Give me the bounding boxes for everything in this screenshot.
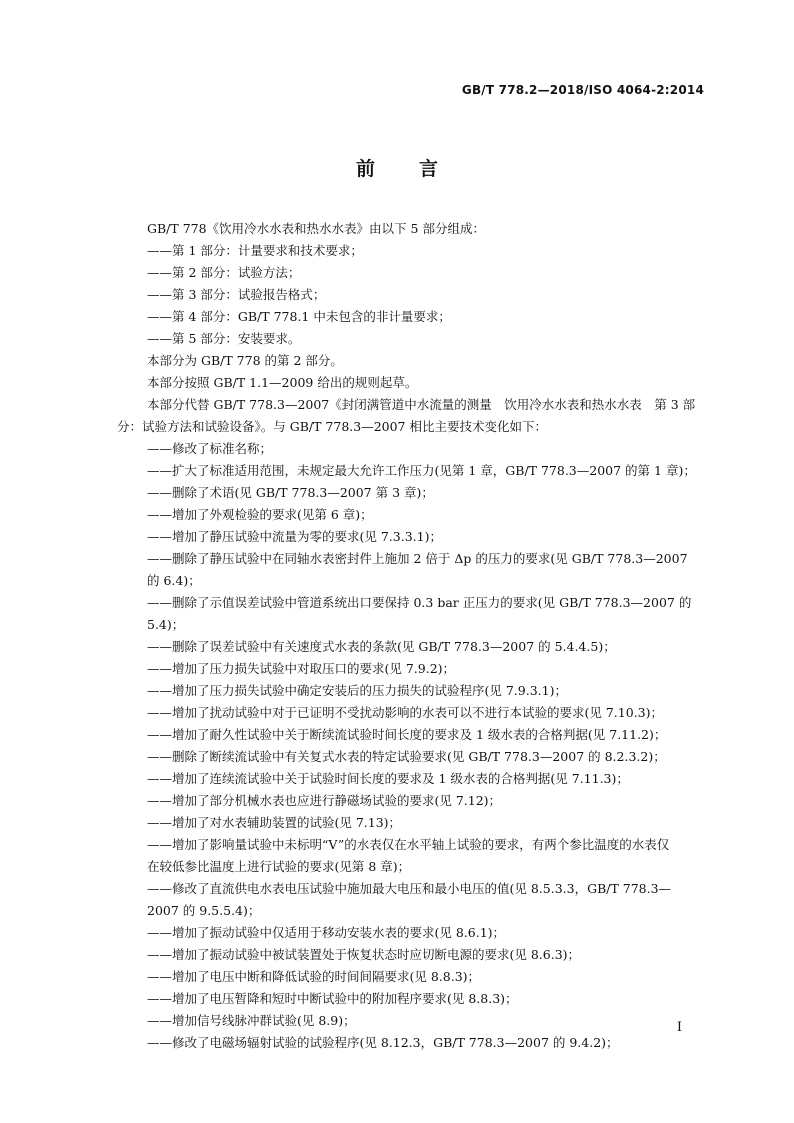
this-part-paragraph: 本部分为 GB/T 778 的第 2 部分。: [147, 353, 343, 368]
list-item: ——增加了压力损失试验中对取压口的要求(见 7.9.2)；: [147, 661, 456, 676]
list-item: ——删除了误差试验中有关速度式水表的条款(见 GB/T 778.3—2007 的 5.4.4.5)；: [147, 639, 616, 654]
list-item: ——增加了电压暂降和短时中断试验中的附加程序要求(见 8.8.3)；: [147, 991, 518, 1006]
changes-list: [117, 438, 707, 1054]
list-item: ——修改了电磁场辐射试验的试验程序(见 8.12.3，GB/T 778.3—2007 的 9.4.2)；: [147, 1035, 619, 1050]
list-item: ——增加了耐久性试验中关于断续流试验时间长度的要求及 1 级水表的合格判据(见 7.11.2)；: [147, 727, 667, 742]
list-item: ——第 5 部分：安装要求。: [147, 331, 301, 346]
list-item: ——删除了静压试验中在同轴水表密封件上施加 2 倍于 Δp 的压力的要求(见 GB/T 778.3—2007: [147, 551, 688, 566]
list-item-continuation: 2007 的 9.5.5.4)；: [147, 903, 261, 918]
list-item: ——增加信号线脉冲群试验(见 8.9)；: [147, 1013, 356, 1028]
list-item: ——扩大了标准适用范围，未规定最大允许工作压力(见第 1 章，GB/T 778.3—2007 的第 1 章)；: [147, 463, 696, 478]
standard-code: GB/T 778.2—2018/ISO 4064-2:2014: [461, 83, 704, 97]
replacement-paragraph-line: 分：试验方法和试验设备》。与 GB/T 778.3—2007 相比主要技术变化如下：: [117, 419, 547, 434]
list-item: ——删除了术语(见 GB/T 778.3—2007 第 3 章)；: [147, 485, 434, 500]
list-item: ——修改了标准名称；: [147, 441, 273, 456]
list-item: ——增加了影响量试验中未标明“V”的水表仅在水平轴上试验的要求，有两个参比温度的水表仅: [147, 837, 670, 852]
drafting-paragraph: 本部分按照 GB/T 1.1—2009 给出的规则起草。: [147, 375, 418, 390]
foreword-body: [117, 218, 707, 1054]
list-item: ——第 4 部分：GB/T 778.1 中未包含的非计量要求；: [147, 309, 451, 324]
list-item: ——增加了扰动试验中对于已证明不受扰动影响的水表可以不进行本试验的要求(见 7.10.3)；: [147, 705, 663, 720]
page-number: I: [676, 1020, 682, 1035]
list-item: ——删除了断续流试验中有关复式水表的特定试验要求(见 GB/T 778.3—2007 的 8.2.3.2)；: [147, 749, 666, 764]
list-item-continuation: 在较低参比温度上进行试验的要求(见第 8 章)；: [147, 859, 411, 874]
list-item: ——第 1 部分：计量要求和技术要求；: [147, 243, 363, 258]
list-item: ——修改了直流供电水表电压试验中施加最大电压和最小电压的值(见 8.5.3.3，GB/T 778.3—: [147, 881, 672, 896]
list-item-continuation: 的 6.4)；: [147, 573, 201, 588]
replacement-paragraph-line: 本部分代替 GB/T 778.3—2007《封闭满管道中水流量的测量 饮用冷水水表和热水水表 第 3 部: [147, 397, 696, 412]
list-item: ——增加了外观检验的要求(见第 6 章)；: [147, 507, 373, 522]
list-item: ——增加了部分机械水表也应进行静磁场试验的要求(见 7.12)；: [147, 793, 502, 808]
list-item: ——第 2 部分：试验方法；: [147, 265, 301, 280]
list-item: ——增加了对水表辅助装置的试验(见 7.13)；: [147, 815, 402, 830]
list-item: ——第 3 部分：试验报告格式；: [147, 287, 326, 302]
list-item: ——增加了振动试验中仅适用于移动安装水表的要求(见 8.6.1)；: [147, 925, 506, 940]
list-item: ——增加了压力损失试验中确定安装后的压力损失的试验程序(见 7.9.3.1)；: [147, 683, 567, 698]
list-item: ——删除了示值误差试验中管道系统出口要保持 0.3 bar 正压力的要求(见 GB/T 778.3—2007 的: [147, 595, 692, 610]
list-item: ——增加了静压试验中流量为零的要求(见 7.3.3.1)；: [147, 529, 442, 544]
list-item: ——增加了连续流试验中关于试验时间长度的要求及 1 级水表的合格判据(见 7.11.3)；: [147, 771, 629, 786]
page-title: 前言: [355, 158, 482, 180]
list-item-continuation: 5.4)；: [147, 617, 185, 632]
list-item: ——增加了电压中断和降低试验的时间间隔要求(见 8.8.3)；: [147, 969, 481, 984]
list-item: ——增加了振动试验中被试装置处于恢复状态时应切断电源的要求(见 8.6.3)；: [147, 947, 581, 962]
composition-paragraph: GB/T 778《饮用冷水水表和热水水表》由以下 5 部分组成：: [147, 221, 485, 236]
